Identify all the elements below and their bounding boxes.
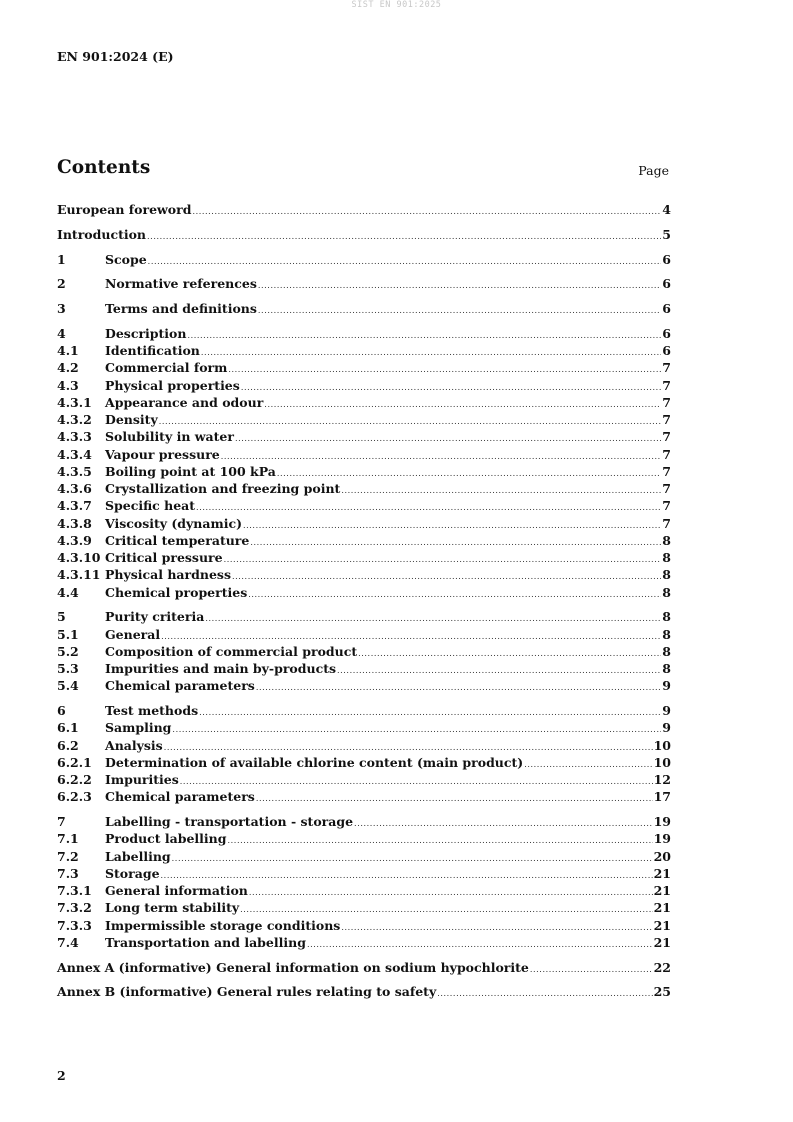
toc-entry-title: Impermissible storage conditions [105, 917, 341, 933]
toc-entry-number: 4.3.10 [57, 550, 101, 565]
toc-entry-page: 4 [662, 202, 671, 217]
toc-entry-title: Determination of available chlorine content (main product) [105, 754, 524, 770]
toc-entry-title: Impurities and main by-products [105, 661, 336, 676]
toc-entry-title: Composition of commercial product [105, 643, 358, 659]
toc-entry[interactable] [57, 394, 671, 411]
toc-entry-page: 7 [662, 412, 671, 427]
toc-entry-page: 8 [662, 643, 671, 659]
toc-entry-number: 4.3.5 [57, 463, 92, 479]
toc-entry-page: 7 [662, 498, 671, 514]
toc-entry-title: Product labelling [105, 831, 227, 847]
toc-entry[interactable] [57, 882, 671, 899]
toc-entry[interactable] [57, 983, 671, 1000]
page-column-label: Page [638, 163, 669, 178]
toc-entry-number: 5.3 [57, 661, 79, 676]
toc-entry-title: Description [105, 325, 187, 341]
dot-leader [258, 277, 661, 294]
dot-leader [358, 645, 661, 662]
toc-entry-number: 5.4 [57, 678, 79, 694]
page-number: 2 [57, 1068, 66, 1083]
toc-entry[interactable] [57, 934, 671, 951]
toc-entry[interactable] [57, 201, 671, 218]
dot-leader [199, 704, 661, 721]
dot-leader [232, 568, 661, 585]
toc-entry-number: 4.3.4 [57, 446, 92, 462]
toc-entry-page: 7 [662, 463, 671, 479]
toc-entry-title: Labelling [105, 848, 171, 864]
toc-entry-page: 17 [653, 789, 671, 805]
dot-leader [228, 832, 653, 849]
toc-entry-title: Vapour pressure [105, 446, 220, 462]
toc-entry-title: Solubility in water [105, 429, 234, 445]
toc-entry-number: 3 [57, 301, 66, 316]
toc-entry[interactable] [57, 300, 671, 317]
toc-entry-title: Terms and definitions [105, 301, 257, 316]
toc-entry-title: Transportation and labelling [105, 934, 306, 950]
toc-entry[interactable] [57, 737, 671, 754]
dot-leader [192, 203, 661, 220]
toc-entry[interactable] [57, 428, 671, 445]
toc-entry-number: 5.2 [57, 643, 79, 659]
toc-entry-page: 8 [662, 567, 671, 583]
toc-entry-title: Crystallization and freezing point [105, 481, 341, 496]
toc-entry[interactable] [57, 226, 671, 243]
table-of-contents [57, 201, 671, 1001]
toc-entry-page: 21 [653, 883, 671, 898]
dot-leader [148, 253, 662, 270]
dot-leader [159, 413, 662, 430]
dot-leader [264, 396, 661, 413]
toc-entry[interactable] [57, 660, 671, 677]
toc-entry[interactable] [57, 480, 671, 497]
dot-leader [224, 551, 662, 568]
toc-entry-number: 7.2 [57, 848, 79, 864]
toc-entry-number: 4.3.11 [57, 567, 101, 583]
dot-leader [341, 482, 661, 499]
toc-entry-page: 21 [653, 900, 671, 916]
dot-leader [187, 327, 661, 344]
toc-entry-page: 19 [653, 831, 671, 847]
toc-entry-page: 21 [653, 865, 671, 881]
toc-entry-title: Density [105, 412, 158, 427]
dot-leader [147, 228, 661, 245]
toc-entry-title: Specific heat [105, 498, 196, 514]
dot-leader [354, 815, 653, 832]
toc-entry-title: Viscosity (dynamic) [105, 515, 242, 531]
toc-entry[interactable] [57, 813, 671, 830]
toc-entry-title: Impurities [105, 772, 179, 787]
toc-entry-page: 21 [653, 917, 671, 933]
toc-entry[interactable] [57, 719, 671, 736]
toc-entry-title: European foreword [57, 202, 192, 217]
toc-entry-number: 5 [57, 609, 66, 625]
toc-entry-page: 8 [662, 626, 671, 642]
toc-entry[interactable] [57, 532, 671, 549]
toc-entry-number: 5.1 [57, 626, 79, 642]
toc-entry[interactable] [57, 411, 671, 428]
toc-entry-number: 4.3.1 [57, 394, 92, 410]
dot-leader [524, 756, 652, 773]
dot-leader [249, 884, 653, 901]
toc-entry-number: 4.3 [57, 377, 79, 393]
document-id: EN 901:2024 (E) [57, 49, 174, 64]
toc-entry-number: 1 [57, 251, 66, 267]
toc-entry-number: 4.3.7 [57, 498, 92, 514]
dot-leader [437, 985, 652, 1002]
toc-entry[interactable] [57, 342, 671, 359]
toc-entry[interactable] [57, 608, 671, 625]
toc-entry[interactable] [57, 446, 671, 463]
toc-entry-title: Test methods [105, 703, 199, 718]
dot-leader [221, 448, 662, 465]
toc-entry-page: 9 [662, 720, 671, 736]
dot-leader [248, 586, 661, 603]
dot-leader [256, 790, 653, 807]
toc-entry-page: 10 [653, 737, 671, 753]
toc-entry-page: 10 [653, 754, 671, 770]
toc-entry[interactable] [57, 377, 671, 394]
toc-entry-number: 7.4 [57, 934, 79, 950]
toc-entry[interactable] [57, 359, 671, 376]
toc-entry-number: 7.1 [57, 831, 79, 847]
toc-entry-page: 8 [662, 661, 671, 676]
toc-entry[interactable] [57, 830, 671, 847]
toc-entry-number: 6.2.3 [57, 789, 92, 805]
toc-entry-page: 7 [662, 446, 671, 462]
toc-entry-title: Labelling - transportation - storage [105, 814, 354, 829]
dot-leader [256, 679, 661, 696]
toc-entry-number: 6.2.1 [57, 754, 92, 770]
toc-entry-title: Critical pressure [105, 550, 223, 565]
toc-entry-title: Sampling [105, 720, 172, 736]
toc-entry-title: Critical temperature [105, 532, 250, 548]
toc-entry[interactable] [57, 515, 671, 532]
toc-entry[interactable] [57, 917, 671, 934]
toc-entry-page: 9 [662, 703, 671, 718]
toc-entry-page: 7 [662, 377, 671, 393]
toc-entry-title: Scope [105, 251, 147, 267]
toc-entry-title: Normative references [105, 276, 257, 292]
toc-entry-number: 6 [57, 703, 66, 718]
toc-entry-title: General [105, 626, 161, 642]
toc-entry-page: 12 [653, 772, 671, 787]
toc-entry-title: Introduction [57, 226, 147, 242]
toc-entry-page: 8 [662, 609, 671, 625]
dot-leader [201, 344, 661, 361]
toc-entry-number: 6.1 [57, 720, 79, 736]
toc-entry-number: 4 [57, 325, 66, 341]
toc-entry-number: 4.3.6 [57, 481, 92, 496]
toc-entry[interactable] [57, 566, 671, 583]
toc-entry[interactable] [57, 497, 671, 514]
toc-entry-title: Boiling point at 100 kPa [105, 463, 276, 479]
toc-entry-title: Analysis [105, 737, 163, 753]
dot-leader [205, 610, 661, 627]
dot-leader [241, 379, 661, 396]
toc-entry-page: 22 [653, 959, 671, 975]
toc-entry-page: 6 [662, 251, 671, 267]
toc-entry-page: 7 [662, 429, 671, 445]
toc-entry-number: 4.3.9 [57, 532, 92, 548]
toc-entry-title: General information [105, 883, 248, 898]
toc-entry-number: 4.3.2 [57, 412, 92, 427]
toc-entry[interactable] [57, 275, 671, 292]
toc-entry-title: Appearance and odour [105, 394, 264, 410]
toc-entry-page: 8 [662, 550, 671, 565]
toc-entry-page: 7 [662, 360, 671, 376]
toc-entry-page: 7 [662, 481, 671, 496]
toc-entry-page: 20 [653, 848, 671, 864]
toc-entry-page: 25 [653, 984, 671, 1000]
toc-entry[interactable] [57, 325, 671, 342]
toc-entry-title: Annex A (informative) General information on sodium hypochlorite [57, 959, 529, 975]
toc-entry-number: 4.3.3 [57, 429, 92, 445]
toc-entry-title: Annex B (informative) General rules relating to safety [57, 984, 437, 1000]
toc-entry-title: Commercial form [105, 360, 228, 376]
toc-entry-number: 4.1 [57, 343, 79, 358]
dot-leader [235, 430, 661, 447]
dot-leader [228, 361, 661, 378]
toc-entry-title: Purity criteria [105, 609, 205, 625]
toc-entry-number: 7.3.2 [57, 900, 92, 916]
toc-entry-number: 2 [57, 276, 66, 292]
toc-entry-number: 7.3.3 [57, 917, 92, 933]
toc-entry[interactable] [57, 899, 671, 916]
toc-entry-title: Physical properties [105, 377, 240, 393]
dot-leader [243, 517, 661, 534]
toc-entry-title: Storage [105, 865, 160, 881]
toc-entry[interactable] [57, 771, 671, 788]
toc-entry[interactable] [57, 788, 671, 805]
toc-entry[interactable] [57, 865, 671, 882]
toc-entry-page: 6 [662, 301, 671, 316]
toc-entry-number: 4.2 [57, 360, 79, 376]
dot-leader [337, 662, 661, 679]
toc-entry-title: Long term stability [105, 900, 240, 916]
dot-leader [341, 919, 652, 936]
toc-entry-number: 4.4 [57, 584, 79, 600]
dot-leader [530, 961, 653, 978]
toc-entry-page: 6 [662, 343, 671, 358]
toc-entry[interactable] [57, 677, 671, 694]
toc-entry[interactable] [57, 549, 671, 566]
toc-entry-number: 7.3 [57, 865, 79, 881]
toc-entry[interactable] [57, 251, 671, 268]
toc-entry-number: 7 [57, 814, 66, 829]
toc-entry-number: 7.3.1 [57, 883, 92, 898]
toc-entry-page: 6 [662, 325, 671, 341]
dot-leader [307, 936, 653, 953]
toc-entry[interactable] [57, 584, 671, 601]
toc-entry-title: Identification [105, 343, 200, 358]
toc-entry-page: 8 [662, 532, 671, 548]
toc-entry-number: 6.2 [57, 737, 79, 753]
toc-entry-page: 7 [662, 394, 671, 410]
toc-entry[interactable] [57, 643, 671, 660]
dot-leader [172, 850, 653, 867]
watermark: SIST EN 901:2025 [351, 0, 442, 10]
toc-entry-page: 8 [662, 584, 671, 600]
toc-entry-page: 21 [653, 934, 671, 950]
toc-entry[interactable] [57, 702, 671, 719]
toc-entry[interactable] [57, 959, 671, 976]
toc-entry-title: Chemical parameters [105, 789, 255, 805]
dot-leader [172, 721, 661, 738]
dot-leader [250, 534, 661, 551]
dot-leader [196, 499, 661, 516]
toc-entry-title: Chemical properties [105, 584, 248, 600]
toc-entry-title: Chemical parameters [105, 678, 255, 694]
toc-entry-number: 4.3.8 [57, 515, 92, 531]
toc-entry-page: 6 [662, 276, 671, 292]
toc-entry-page: 19 [653, 814, 671, 829]
toc-entry-page: 5 [662, 226, 671, 242]
toc-entry[interactable] [57, 626, 671, 643]
toc-entry-title: Physical hardness [105, 567, 231, 583]
toc-entry-number: 6.2.2 [57, 772, 92, 787]
toc-entry-page: 7 [662, 515, 671, 531]
toc-entry[interactable] [57, 848, 671, 865]
toc-entry[interactable] [57, 463, 671, 480]
toc-entry-page: 9 [662, 678, 671, 694]
contents-title: Contents [57, 157, 151, 178]
toc-entry[interactable] [57, 754, 671, 771]
dot-leader [258, 302, 661, 319]
